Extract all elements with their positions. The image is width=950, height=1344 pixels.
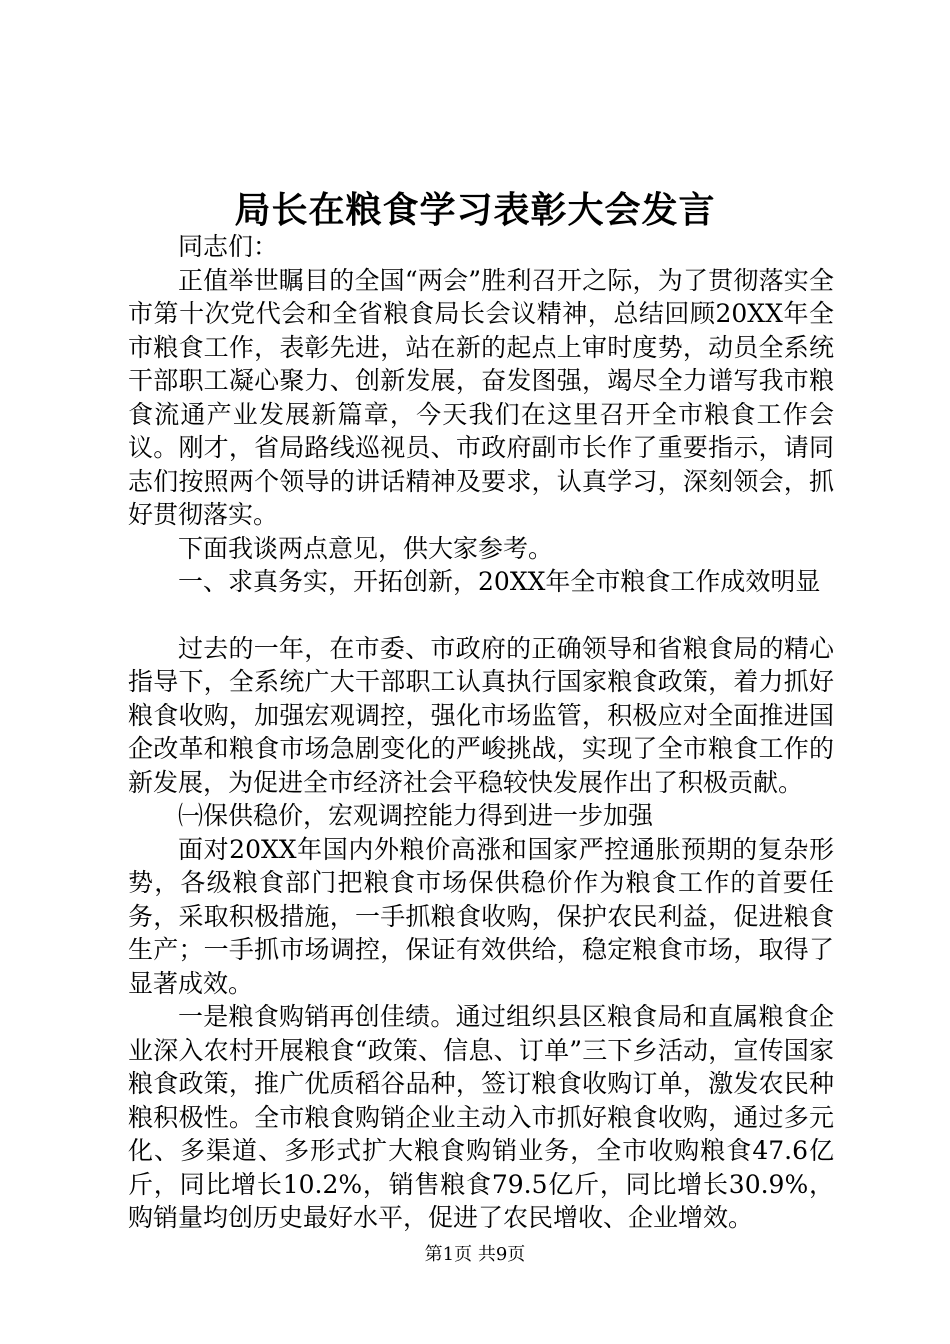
section-heading: 一、求真务实，开拓创新，20XX年全市粮食工作成效明显 — [178, 567, 821, 596]
paragraph: 正值举世瞩目的全国“两会”胜利召开之际，为了贯彻落实全市第十次党代会和全省粮食局长会议精神，总结回顾20XX年全市粮食工作，表彰先进，站在新的起点上审时度势，动员全系统干部职工凝心聚力、创新发展，奋发图强，竭尽全力谱写我市粮食流通产业发展新篇章，今天我们在这里召开全市粮食工作会议。刚才，省局路线巡视员、市政府副市长作了重要指示，请同志们按照两个领导的讲话精神及要求，认真学习，深刻领会，抓好贯彻落实。 — [128, 265, 834, 529]
salutation: 同志们： — [178, 232, 279, 261]
document-body — [128, 230, 834, 1235]
paragraph: 下面我谈两点意见，供大家参考。 — [178, 533, 554, 563]
paragraph: 过去的一年，在市委、市政府的正确领导和省粮食局的精心指导下，全系统广大干部职工认真执行国家粮食政策，着力抓好粮食收购，加强宏观调控，强化市场监管，积极应对全面推进国企改革和粮食市场急剧变化的严峻挑战，实现了全市粮食工作的新发展，为促进全市经济社会平稳较快发展作出了积极贡献。 — [128, 633, 834, 797]
document-title: 局长在粮食学习表彰大会发言 — [234, 189, 716, 231]
page-footer: 第1页 共9页 — [424, 1244, 526, 1265]
subsection-heading: ㈠保供稳价，宏观调控能力得到进一步加强 — [178, 801, 654, 830]
paragraph: 面对20XX年国内外粮价高涨和国家严控通胀预期的复杂形势，各级粮食部门把粮食市场保供稳价作为粮食工作的首要任务，采取积极措施，一手抓粮食收购，保护农民利益，促进粮食生产；一手抓市场调控，保证有效供给，稳定粮食市场，取得了显著成效。 — [128, 834, 834, 998]
paragraph: 一是粮食购销再创佳绩。通过组织县区粮食局和直属粮食企业深入农村开展粮食“政策、信息、订单”三下乡活动，宣传国家粮食政策，推广优质稻谷品种，签订粮食收购订单，激发农民种粮积极性。全市粮食购销企业主动入市抓好粮食收购，通过多元化、多渠道、多形式扩大粮食购销业务，全市收购粮食47.6亿斤，同比增长10.2%，销售粮食79.5亿斤，同比增长30.9%，购销量均创历史最好水平，促进了农民增收、企业增效。 — [128, 1002, 834, 1232]
